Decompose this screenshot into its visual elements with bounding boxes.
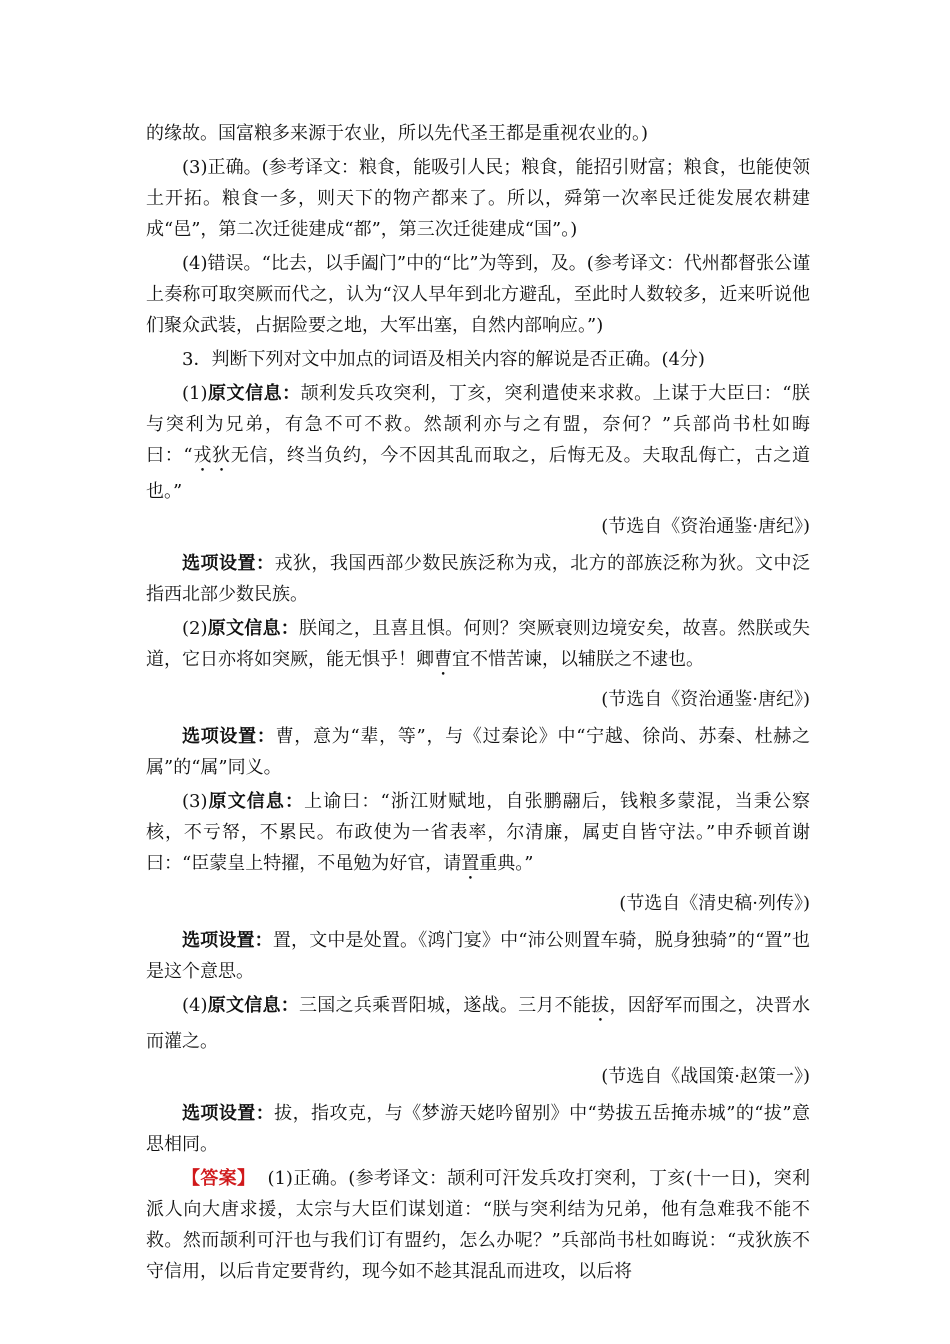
item-1-prefix: (1)	[182, 383, 208, 404]
item-4-prefix: (4)	[182, 995, 208, 1016]
paragraph-answer-3: (3)正确。(参考译文：粮食，能吸引人民；粮食，能招引财富；粮食，也能使领土开拓。粮食一多，则天下的物产都来了。所以，舜第一次率民迁徙发展农耕建成“邑”，第二次迁徙建成“都”，第三次迁徙建成“国”。)	[146, 157, 810, 240]
question-3-heading: 3．判断下列对文中加点的词语及相关内容的解说是否正确。(4分)	[182, 349, 705, 370]
item-1-option	[146, 548, 810, 610]
paragraph-translation-end: 的缘故。国富粮多来源于农业，所以先代圣王都是重视农业的。)	[146, 123, 649, 144]
item-4-dotted-word: 拔	[591, 995, 610, 1016]
document-body	[146, 118, 810, 1290]
item-2-option	[146, 721, 810, 783]
item-2-prefix: (2)	[182, 618, 208, 639]
answer-tag: 【答案】	[182, 1168, 256, 1189]
item-4-source: (节选自《战国策·赵策一》)	[601, 1066, 810, 1087]
item-2-original-text	[146, 613, 810, 680]
paragraph-answer-4: (4)错误。“比去，以手阖门”中的“比”为等到，及。(参考译文：代州都督张公谨上奏称可取突厥而代之，认为“汉人早年到北方避乱，至此时人数较多，近来听说他们聚众武装，占据险要之地，大军出塞，自然内部响应。”)	[146, 253, 810, 336]
item-2-option-text: 曹，意为“辈，等”，与《过秦论》中“宁越、徐尚、苏秦、杜赫之属”的“属”同义。	[146, 726, 811, 778]
item-1-dotted-word: 戎狄	[192, 445, 231, 466]
item-3-option	[146, 925, 810, 987]
item-2-label: 原文信息：	[207, 618, 300, 639]
item-4-option-label: 选项设置：	[182, 1103, 275, 1124]
item-3-prefix: (3)	[182, 791, 208, 812]
answer-text: (1)正确。(参考译文：颉利可汗发兵攻打突利，丁亥(十一日)，突利派人向大唐求援，太宗与大臣们谋划道：“朕与突利结为兄弟，他有急难我不能不救。然而颉利可汗也与我们订有盟约，怎么办呢？”兵部尚书杜如晦说：“戎狄族不守信用，以后肯定要背约，现今如不趁其混乱而进攻，以后将	[146, 1168, 811, 1282]
item-1-original-text	[146, 378, 810, 507]
item-3-dotted-word: 置	[461, 853, 480, 874]
item-2-option-label: 选项设置：	[182, 726, 276, 747]
item-4-text-b: ，因舒军而围之，决晋水而灌之。	[146, 995, 811, 1052]
item-1-text-b: 无信，终当负约，今不因其乱而取之，后悔无及。夫取乱侮亡，古之道也。”	[146, 445, 811, 502]
item-3-original-text	[146, 786, 810, 884]
item-3-option-label: 选项设置：	[182, 930, 273, 951]
item-2-text-b: 宜不惜苦谏，以辅朕之不逮也。	[452, 649, 704, 670]
item-1-option-text: 戎狄，我国西部少数民族泛称为戎，北方的部族泛称为狄。文中泛指西北部少数民族。	[146, 553, 811, 605]
item-3-source: (节选自《清史稿·列传》)	[619, 893, 810, 914]
item-2-text-a: 朕闻之，且喜且惧。何则？突厥衰则边境安矣，故喜。然朕或失道，它日亦将如突厥，能无惧乎！卿	[146, 618, 810, 670]
item-1-text-a: 颉利发兵攻突利，丁亥，突利遣使来求救。上谋于大臣曰：“朕与突利为兄弟，有急不可不救。然颉利亦与之有盟，奈何？”兵部尚书杜如晦曰：“	[146, 383, 811, 466]
item-1-option-label: 选项设置：	[182, 553, 275, 574]
item-3-label: 原文信息：	[207, 791, 305, 812]
item-2-dotted-word: 曹	[434, 649, 452, 670]
item-3-text-b: 重典。”	[479, 853, 534, 874]
item-1-source: (节选自《资治通鉴·唐纪》)	[601, 516, 810, 537]
item-2-source: (节选自《资治通鉴·唐纪》)	[601, 689, 810, 710]
answer-paragraph	[146, 1163, 810, 1287]
item-4-original-text	[146, 990, 810, 1057]
item-1-label: 原文信息：	[207, 383, 301, 404]
item-4-option-text: 拔，指攻克，与《梦游天姥吟留别》中“势拔五岳掩赤城”的“拔”意思相同。	[146, 1103, 810, 1155]
item-3-option-text: 置，文中是处置。《鸿门宴》中“沛公则置车骑，脱身独骑”的“置”也是这个意思。	[146, 930, 810, 982]
item-3-text-a: 上谕曰：“浙江财赋地，自张鹏翮后，钱粮多蒙混，当秉公察核，不亏帑，不累民。布政使为一省表率，尔清廉，属吏自皆守法。”申乔顿首谢曰：“臣蒙皇上特擢，不黾勉为好官，请	[146, 791, 811, 874]
item-4-text-a: 三国之兵乘晋阳城，遂战。三月不能	[299, 995, 592, 1016]
item-4-option	[146, 1098, 810, 1160]
item-4-label: 原文信息：	[207, 995, 300, 1016]
